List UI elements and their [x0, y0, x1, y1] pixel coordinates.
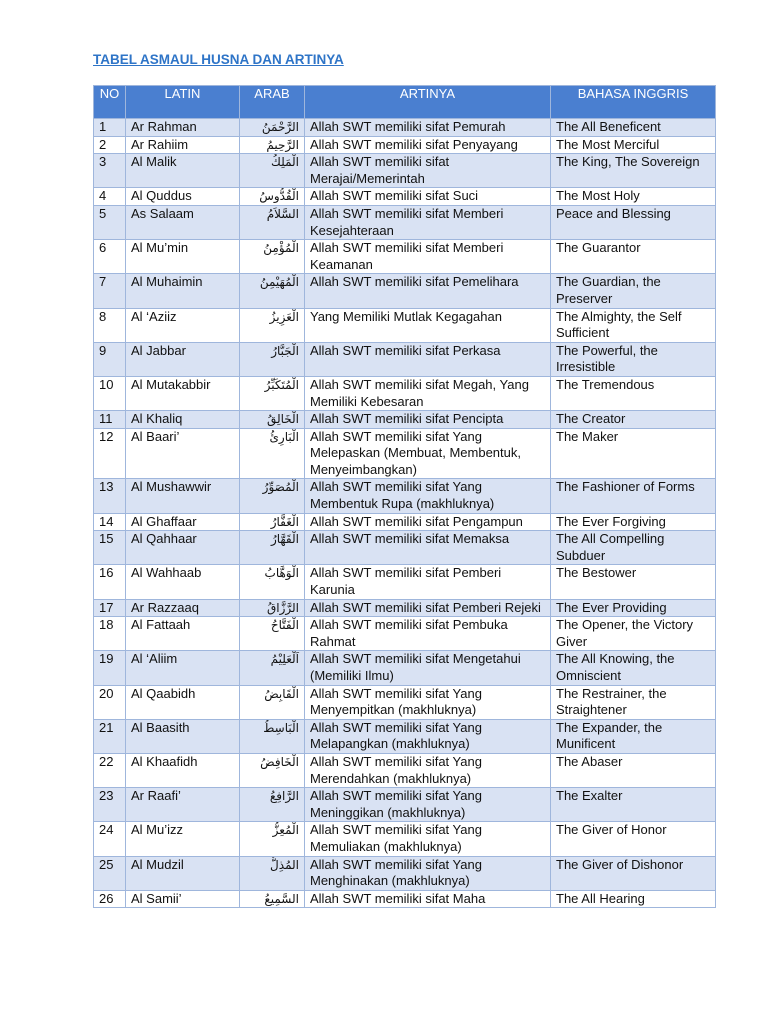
cell-bahasa-inggris: The Most Merciful	[551, 136, 716, 154]
cell-latin: Al Wahhaab	[126, 565, 240, 599]
table-body	[94, 119, 716, 908]
cell-latin: Al Samii’	[126, 890, 240, 908]
cell-arab: السَّمِيعُ	[240, 890, 305, 908]
cell-artinya: Allah SWT memiliki sifat Memberi Kesejahteraan	[305, 205, 551, 239]
cell-arab: الْبَارِئُ	[240, 428, 305, 479]
cell-latin: Al Muhaimin	[126, 274, 240, 308]
cell-bahasa-inggris: The Almighty, the Self Sufficient	[551, 308, 716, 342]
cell-artinya: Allah SWT memiliki sifat Yang Membentuk Rupa (makhluknya)	[305, 479, 551, 513]
cell-latin: Ar Razzaaq	[126, 599, 240, 617]
cell-latin: Al ‘Aliim	[126, 651, 240, 685]
cell-latin: Al Qaabidh	[126, 685, 240, 719]
table-row	[94, 428, 716, 479]
cell-no: 19	[94, 651, 126, 685]
cell-artinya: Allah SWT memiliki sifat Pemberi Karunia	[305, 565, 551, 599]
table-row	[94, 651, 716, 685]
table-row	[94, 531, 716, 565]
table-row	[94, 240, 716, 274]
cell-bahasa-inggris: Peace and Blessing	[551, 205, 716, 239]
cell-artinya: Allah SWT memiliki sifat Yang Melapangkan (makhluknya)	[305, 719, 551, 753]
table-row	[94, 154, 716, 188]
table-row	[94, 856, 716, 890]
table-row	[94, 685, 716, 719]
cell-latin: Ar Rahman	[126, 119, 240, 137]
cell-no: 4	[94, 188, 126, 206]
cell-artinya: Allah SWT memiliki sifat Pemberi Rejeki	[305, 599, 551, 617]
cell-arab: الْعَزِيزُ	[240, 308, 305, 342]
cell-latin: Al Mutakabbir	[126, 376, 240, 410]
cell-no: 7	[94, 274, 126, 308]
cell-bahasa-inggris: The Creator	[551, 411, 716, 429]
cell-bahasa-inggris: The All Hearing	[551, 890, 716, 908]
cell-no: 5	[94, 205, 126, 239]
cell-arab: الْمُعِزُّ	[240, 822, 305, 856]
cell-bahasa-inggris: The Abaser	[551, 753, 716, 787]
document-title: TABEL ASMAUL HUSNA DAN ARTINYA	[93, 52, 344, 67]
cell-arab: الْخَافِضُ	[240, 753, 305, 787]
cell-artinya: Allah SWT memiliki sifat Pemelihara	[305, 274, 551, 308]
cell-arab: اَلْعَلِيْمُ	[240, 651, 305, 685]
cell-no: 11	[94, 411, 126, 429]
cell-arab: الْمَلِكُ	[240, 154, 305, 188]
cell-latin: Al Jabbar	[126, 342, 240, 376]
cell-latin: Al Mudzil	[126, 856, 240, 890]
cell-arab: الْمُؤْمِنُ	[240, 240, 305, 274]
cell-arab: الْبَاسِطُ	[240, 719, 305, 753]
cell-artinya: Allah SWT memiliki sifat Yang Melepaskan (Membuat, Membentuk, Menyeimbangkan)	[305, 428, 551, 479]
table-row	[94, 188, 716, 206]
cell-no: 9	[94, 342, 126, 376]
cell-no: 1	[94, 119, 126, 137]
table-row	[94, 617, 716, 651]
table-row	[94, 565, 716, 599]
table-row	[94, 890, 716, 908]
cell-artinya: Allah SWT memiliki sifat Perkasa	[305, 342, 551, 376]
cell-artinya: Allah SWT memiliki sifat Suci	[305, 188, 551, 206]
cell-bahasa-inggris: The Maker	[551, 428, 716, 479]
cell-latin: Al Mu’min	[126, 240, 240, 274]
cell-bahasa-inggris: The Most Holy	[551, 188, 716, 206]
header-artinya: ARTINYA	[305, 86, 551, 119]
cell-bahasa-inggris: The Powerful, the Irresistible	[551, 342, 716, 376]
table-row	[94, 342, 716, 376]
table-row	[94, 513, 716, 531]
cell-artinya: Allah SWT memiliki sifat Mengetahui (Memiliki Ilmu)	[305, 651, 551, 685]
cell-arab: المُذِلُّ	[240, 856, 305, 890]
cell-no: 23	[94, 788, 126, 822]
cell-arab: الْقَهَّارُ	[240, 531, 305, 565]
cell-arab: الْغَفَّارُ	[240, 513, 305, 531]
cell-no: 6	[94, 240, 126, 274]
cell-artinya: Allah SWT memiliki sifat Penyayang	[305, 136, 551, 154]
cell-artinya: Allah SWT memiliki sifat Yang Meninggikan (makhluknya)	[305, 788, 551, 822]
cell-artinya: Allah SWT memiliki sifat Pencipta	[305, 411, 551, 429]
cell-arab: الْمُتَكَبِّرُ	[240, 376, 305, 410]
cell-arab: الْمُهَيْمِنُ	[240, 274, 305, 308]
cell-bahasa-inggris: The Ever Providing	[551, 599, 716, 617]
cell-arab: الْقَابِضُ	[240, 685, 305, 719]
cell-artinya: Allah SWT memiliki sifat Yang Menyempitkan (makhluknya)	[305, 685, 551, 719]
cell-no: 13	[94, 479, 126, 513]
cell-no: 21	[94, 719, 126, 753]
cell-latin: Al Khaliq	[126, 411, 240, 429]
cell-no: 10	[94, 376, 126, 410]
cell-latin: Al Ghaffaar	[126, 513, 240, 531]
cell-latin: Al Fattaah	[126, 617, 240, 651]
cell-no: 17	[94, 599, 126, 617]
cell-arab: الْفَتَّاحُ	[240, 617, 305, 651]
cell-artinya: Allah SWT memiliki sifat Yang Menghinakan (makhluknya)	[305, 856, 551, 890]
asmaul-husna-table	[93, 85, 716, 908]
cell-artinya: Allah SWT memiliki sifat Memberi Keamanan	[305, 240, 551, 274]
cell-no: 20	[94, 685, 126, 719]
cell-no: 18	[94, 617, 126, 651]
cell-artinya: Allah SWT memiliki sifat Yang Merendahkan (makhluknya)	[305, 753, 551, 787]
header-latin: LATIN	[126, 86, 240, 119]
cell-latin: Al Baasith	[126, 719, 240, 753]
cell-artinya: Allah SWT memiliki sifat Pembuka Rahmat	[305, 617, 551, 651]
cell-arab: الْوَهَّابُ	[240, 565, 305, 599]
cell-artinya: Allah SWT memiliki sifat Merajai/Memerintah	[305, 154, 551, 188]
cell-latin: Ar Raafi’	[126, 788, 240, 822]
table-row	[94, 788, 716, 822]
cell-latin: Al Malik	[126, 154, 240, 188]
cell-artinya: Allah SWT memiliki sifat Yang Memuliakan (makhluknya)	[305, 822, 551, 856]
table-row	[94, 479, 716, 513]
cell-bahasa-inggris: The Giver of Honor	[551, 822, 716, 856]
cell-arab: الْمُصَوِّرُ	[240, 479, 305, 513]
table-row	[94, 411, 716, 429]
cell-artinya: Allah SWT memiliki sifat Maha	[305, 890, 551, 908]
cell-artinya: Yang Memiliki Mutlak Kegagahan	[305, 308, 551, 342]
header-bahasa-inggris: BAHASA INGGRIS	[551, 86, 716, 119]
cell-latin: Al Qahhaar	[126, 531, 240, 565]
cell-bahasa-inggris: The Expander, the Munificent	[551, 719, 716, 753]
cell-artinya: Allah SWT memiliki sifat Megah, Yang Memiliki Kebesaran	[305, 376, 551, 410]
cell-bahasa-inggris: The All Beneficent	[551, 119, 716, 137]
cell-no: 24	[94, 822, 126, 856]
cell-bahasa-inggris: The Opener, the Victory Giver	[551, 617, 716, 651]
cell-no: 16	[94, 565, 126, 599]
cell-no: 3	[94, 154, 126, 188]
cell-bahasa-inggris: The Tremendous	[551, 376, 716, 410]
cell-artinya: Allah SWT memiliki sifat Pengampun	[305, 513, 551, 531]
cell-arab: الرَّافِعُ	[240, 788, 305, 822]
table-row	[94, 376, 716, 410]
table-header	[94, 86, 716, 119]
cell-arab: الْخَالِقُ	[240, 411, 305, 429]
header-row	[94, 86, 716, 119]
cell-latin: Al Mu’izz	[126, 822, 240, 856]
cell-no: 8	[94, 308, 126, 342]
cell-bahasa-inggris: The Guarantor	[551, 240, 716, 274]
cell-arab: الرَّحِيمُ	[240, 136, 305, 154]
cell-bahasa-inggris: The Restrainer, the Straightener	[551, 685, 716, 719]
cell-latin: Ar Rahiim	[126, 136, 240, 154]
cell-bahasa-inggris: The Fashioner of Forms	[551, 479, 716, 513]
cell-no: 2	[94, 136, 126, 154]
header-no: NO	[94, 86, 126, 119]
cell-no: 14	[94, 513, 126, 531]
cell-no: 26	[94, 890, 126, 908]
cell-arab: الْجَبَّارُ	[240, 342, 305, 376]
cell-latin: Al Quddus	[126, 188, 240, 206]
table-row	[94, 205, 716, 239]
table-row	[94, 719, 716, 753]
table-row	[94, 136, 716, 154]
cell-no: 15	[94, 531, 126, 565]
table-row	[94, 822, 716, 856]
cell-arab: السَّلاَمُ	[240, 205, 305, 239]
header-arab: ARAB	[240, 86, 305, 119]
cell-bahasa-inggris: The All Compelling Subduer	[551, 531, 716, 565]
cell-latin: Al ‘Aziiz	[126, 308, 240, 342]
cell-bahasa-inggris: The Giver of Dishonor	[551, 856, 716, 890]
cell-bahasa-inggris: The Ever Forgiving	[551, 513, 716, 531]
cell-bahasa-inggris: The Bestower	[551, 565, 716, 599]
cell-no: 12	[94, 428, 126, 479]
table-row	[94, 599, 716, 617]
cell-no: 22	[94, 753, 126, 787]
cell-bahasa-inggris: The King, The Sovereign	[551, 154, 716, 188]
cell-artinya: Allah SWT memiliki sifat Pemurah	[305, 119, 551, 137]
table-row	[94, 119, 716, 137]
cell-latin: Al Baari’	[126, 428, 240, 479]
cell-bahasa-inggris: The Guardian, the Preserver	[551, 274, 716, 308]
cell-arab: الرَّحْمَنُ	[240, 119, 305, 137]
cell-bahasa-inggris: The Exalter	[551, 788, 716, 822]
cell-arab: الرَّزَّاقُ	[240, 599, 305, 617]
cell-artinya: Allah SWT memiliki sifat Memaksa	[305, 531, 551, 565]
cell-latin: Al Khaafidh	[126, 753, 240, 787]
cell-arab: الْقُدُّوسُ	[240, 188, 305, 206]
cell-no: 25	[94, 856, 126, 890]
cell-latin: Al Mushawwir	[126, 479, 240, 513]
table-row	[94, 753, 716, 787]
table-row	[94, 274, 716, 308]
cell-latin: As Salaam	[126, 205, 240, 239]
cell-bahasa-inggris: The All Knowing, the Omniscient	[551, 651, 716, 685]
table-row	[94, 308, 716, 342]
